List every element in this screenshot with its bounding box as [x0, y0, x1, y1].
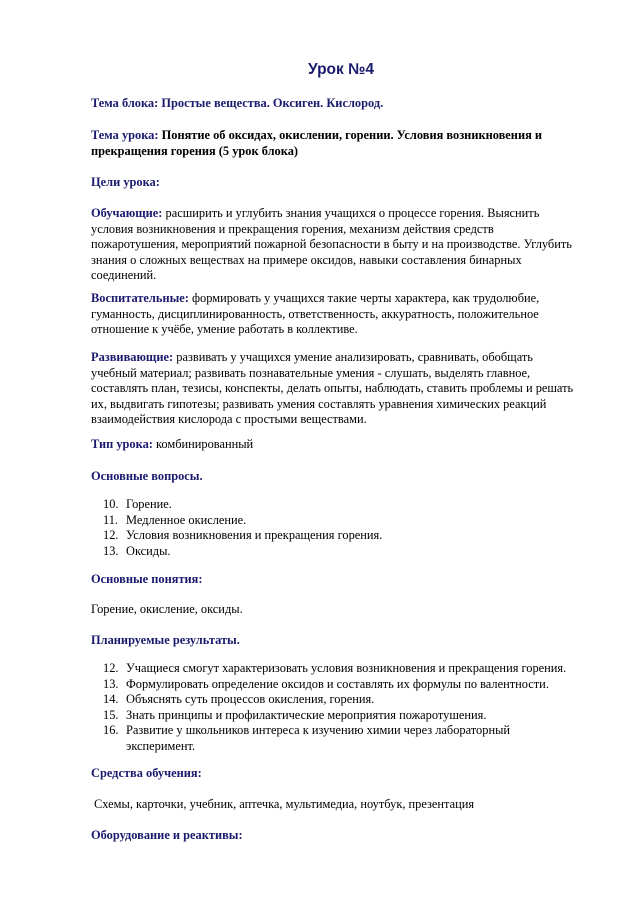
list-item-text: Объяснять суть процессов окисления, горения. — [126, 692, 375, 706]
means-label: Средства обучения: — [91, 766, 202, 780]
concepts-text: Горение, окисление, оксиды. — [91, 602, 243, 616]
means-text: Схемы, карточки, учебник, аптечка, мультимедиа, ноутбук, презентация — [94, 797, 475, 811]
list-item-number: 13. — [103, 543, 119, 558]
equipment-label: Оборудование и реактивы: — [91, 828, 243, 842]
goal-developing — [91, 350, 581, 428]
results-heading — [91, 633, 581, 649]
concepts-text-block — [91, 602, 581, 618]
concepts-label: Основные понятия: — [91, 572, 203, 586]
list-item — [91, 677, 601, 693]
block-theme-label: Тема блока: — [91, 96, 159, 110]
concepts-heading — [91, 572, 581, 588]
block-theme-text: Простые вещества. Оксиген. Кислород. — [161, 96, 384, 110]
list-item — [91, 497, 581, 513]
questions-heading — [91, 469, 581, 485]
list-item — [91, 692, 601, 708]
teaching-text: расширить и углубить знания учащихся о процессе горения. Выяснить условия возникновения и прекращения горения, механизм действия средств пожаротушения, мероприятий пожарной безопасности в быту и на производстве. Углубить знания о сложных веществах на примере оксидов, навыки составления бинарных соединений. — [91, 206, 572, 282]
upbringing-label: Воспитательные: — [91, 291, 189, 305]
page-title: Урок №4 — [308, 61, 374, 78]
equipment-heading — [91, 828, 581, 844]
questions-label: Основные вопросы. — [91, 469, 203, 483]
list-item — [91, 723, 566, 754]
developing-text: развивать у учащихся умение анализировать, сравнивать, обобщать учебный материал; развивать познавательные умения - слушать, выделять главное, составлять план, тезисы, конспекты, делать опыты, наблюдать, ставить проблемы и решать их, выдвигать гипотезы; развивать умения составлять уравнения химических реакций взаимодействия кислорода с простыми веществами. — [91, 350, 574, 426]
list-item-text: Знать принципы и профилактические мероприятия пожаротушения. — [126, 707, 487, 722]
lesson-type — [91, 437, 581, 453]
upbringing-text: формировать у учащихся такие черты характера, как трудолюбие, гуманность, дисциплинированность, ответственность, аккуратность, положительное отношение к учёбе, умение работать в коллективе. — [91, 291, 540, 336]
teaching-label: Обучающие: — [91, 206, 163, 220]
list-item — [91, 708, 601, 724]
means-text-block — [94, 797, 584, 813]
means-heading — [91, 766, 581, 782]
list-item-text: Оксиды. — [126, 543, 171, 558]
lesson-theme-label: Тема урока: — [91, 128, 159, 142]
list-item-number: 16. — [103, 723, 119, 737]
list-item-number: 12. — [103, 528, 119, 542]
list-item-text: Формулировать определение оксидов и составлять их формулы по валентности. — [126, 676, 549, 691]
list-item-number: 12. — [103, 661, 119, 675]
list-item — [91, 544, 581, 560]
results-list — [91, 661, 601, 754]
list-item-number: 10. — [103, 497, 119, 511]
lesson-type-label: Тип урока: — [91, 437, 153, 451]
block-theme — [91, 96, 581, 112]
list-item — [91, 661, 601, 677]
goal-teaching — [91, 206, 581, 284]
list-item-number: 15. — [103, 707, 119, 722]
goals-heading — [91, 175, 581, 191]
list-item-number: 14. — [103, 692, 119, 706]
list-item-text: Медленное окисление. — [126, 512, 247, 527]
list-item-number: 11. — [103, 512, 119, 527]
lesson-theme-text: Понятие об оксидах, окислении, горении. Условия возникновения и прекращения горения (5 урок блока) — [91, 128, 543, 158]
list-item-text: Развитие у школьников интереса к изучению химии через лабораторный эксперимент. — [126, 723, 511, 753]
list-item-text: Учащиеся смогут характеризовать условия возникновения и прекращения горения. — [126, 661, 567, 675]
developing-label: Развивающие: — [91, 350, 174, 364]
list-item-number: 13. — [103, 676, 119, 691]
goals-label: Цели урока: — [91, 175, 160, 189]
list-item-text: Условия возникновения и прекращения горения. — [126, 528, 383, 542]
goal-upbringing — [91, 291, 581, 338]
lesson-type-text: комбинированный — [156, 437, 254, 451]
list-item — [91, 528, 581, 544]
lesson-theme — [91, 128, 581, 159]
results-label: Планируемые результаты. — [91, 633, 240, 647]
list-item-text: Горение. — [126, 497, 172, 511]
list-item — [91, 513, 581, 529]
questions-list — [91, 497, 581, 559]
